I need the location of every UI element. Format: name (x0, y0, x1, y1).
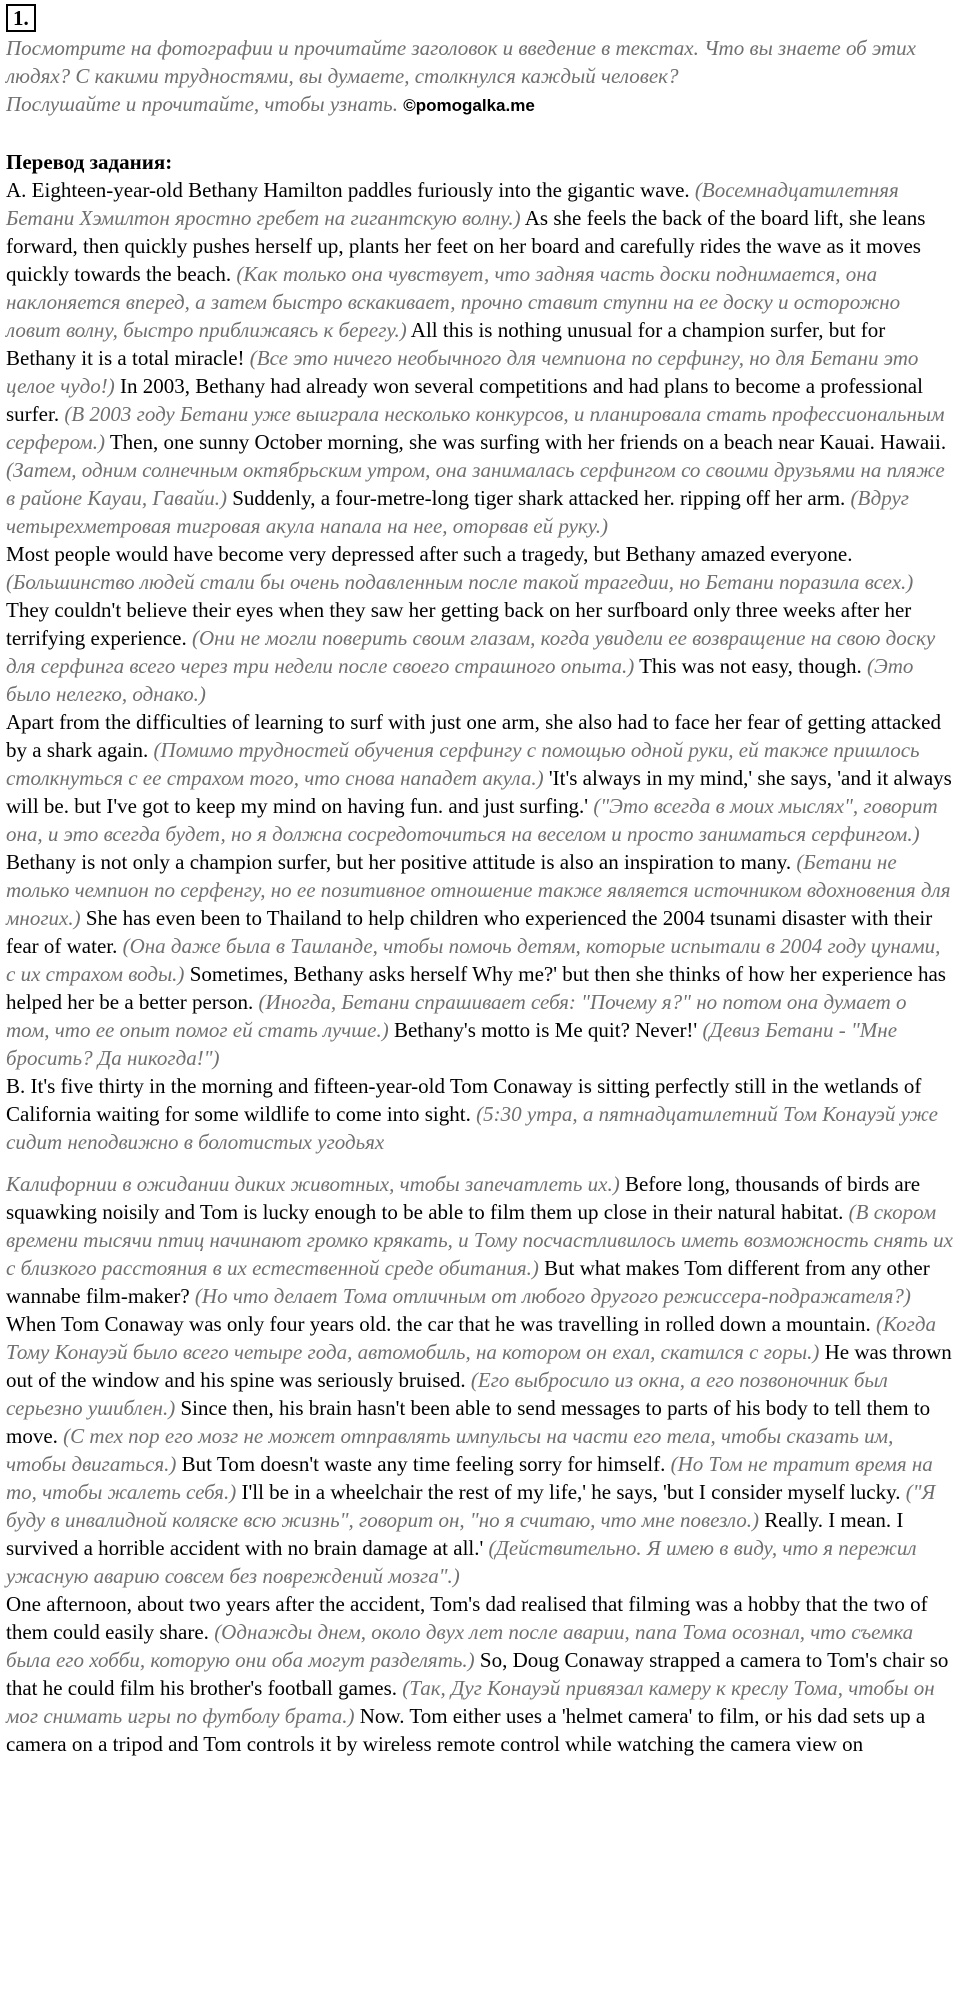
english-sentence: As she feels the back of the board lift, she leans forward, then quickly pushes herself up, plants her feet on her board and carefully rides the wave as it moves quickly towards the beach. (6, 206, 926, 286)
russian-translation: (Восемнадцатилетняя Бетани Хэмилтон яростно гребет на гигантскую волну.) (6, 178, 899, 230)
russian-translation: (Помимо трудностей обучения серфингу с помощью одной руки, ей также пришлось столкнуться с ее страхом того, что снова нападет акула.) (6, 738, 920, 790)
task-instruction (6, 34, 954, 90)
instruction-listen-text: Послушайте и прочитайте, чтобы узнать. (6, 92, 398, 116)
russian-translation: (В скором времени тысячи птиц начинают громко крякать, и Тому посчастливилось иметь возможность снять их с близкого расстояния в их естественной среде обитания.) (6, 1200, 953, 1280)
russian-translation: (Бетани не только чемпион по серфенгу, но ее позитивное отношение также является источником вдохновения для многих.) (6, 850, 951, 930)
russian-translation: ("Я буду в инвалидной коляске всю жизнь", говорит он, "но я считаю, что мне повезло.) (6, 1480, 936, 1532)
english-sentence: But Tom doesn't waste any time feeling sorry for himself. (181, 1452, 666, 1476)
paragraph-a (6, 176, 954, 540)
english-sentence: Before long, thousands of birds are squawking noisily and Tom is lucky enough to be able to film them up close in their natural habitat. (6, 1172, 921, 1224)
english-sentence: Since then, his brain hasn't been able to send messages to parts of his body to tell them to move. (6, 1396, 931, 1448)
russian-translation: (Вдруг четырехметровая тигровая акула напала на нее, оторвав ей руку.) (6, 486, 909, 538)
english-sentence: They couldn't believe their eyes when they saw her getting back on her surfboard only three weeks after her terrifying experience. (6, 598, 912, 650)
english-sentence: One afternoon, about two years after the accident, Tom's dad realised that filming was a hobby that the two of them could easily share. (6, 1592, 928, 1644)
russian-translation: (В 2003 году Бетани уже выиграла несколько конкурсов, и планировала стать профессиональным серфером.) (6, 402, 945, 454)
task-number: 1. (6, 4, 36, 32)
russian-translation: (Действительно. Я имею в виду, что я пережил ужасную аварию совсем без повреждений мозга".) (6, 1536, 917, 1588)
paragraph-b-cont (6, 1170, 954, 1590)
english-sentence: Bethany's motto is Me quit? Never!' (393, 1018, 698, 1042)
translation-heading: Перевод задания: (6, 150, 173, 174)
paragraph-b-2 (6, 1590, 954, 1758)
russian-translation: (Но Том не тратит время на то, чтобы жалеть себя.) (6, 1452, 933, 1504)
russian-translation: (Они не могли поверить своим глазам, когда увидели ее возвращение на свою доску для серфинга всего через три недели после своего страшного опыта.) (6, 626, 936, 678)
russian-translation: ("Это всегда в моих мыслях", говорит она, и это всегда будет, но я должна сосредоточиться на веселом и просто заниматься серфингом.) (6, 794, 938, 846)
english-sentence: Suddenly, a four-metre-long tiger shark attacked her. ripping off her arm. (232, 486, 846, 510)
russian-translation: Калифорнии в ожидании диких животных, чтобы запечатлеть их.) (6, 1172, 620, 1196)
russian-translation: (Иногда, Бетани спрашивает себя: "Почему я?" но потом она думает о том, что ее опыт помог ей стать лучше.) (6, 990, 907, 1042)
russian-translation: (Его выбросило из окна, а его позвоночник был серьезно ушиблен.) (6, 1368, 888, 1420)
english-sentence: Bethany is not only a champion surfer, but her positive attitude is also an inspiration to many. (6, 850, 792, 874)
russian-translation: (Когда Тому Конауэй было всего четыре года, автомобиль, на котором он ехал, скатился с горы.) (6, 1312, 936, 1364)
russian-translation: (С тех пор его мозг не может отправлять импульсы на части его тела, чтобы сказать им, чтобы двигаться.) (6, 1424, 894, 1476)
task-instruction-listen (6, 90, 954, 120)
russian-translation: (Девиз Бетани - "Мне бросить? Да никогда!") (6, 1018, 898, 1070)
english-sentence: Really. I mean. I survived a horrible accident with no brain damage at all.' (6, 1508, 904, 1560)
russian-translation: (5:30 утра, а пятнадцатилетний Том Конауэй уже сидит неподвижно в болотистых угодьях (6, 1102, 939, 1154)
english-sentence: When Tom Conaway was only four years old. the car that he was travelling in rolled down a mountain. (6, 1312, 871, 1336)
english-sentence: But what makes Tom different from any other wannabe film-maker? (6, 1256, 930, 1308)
russian-translation: (Большинство людей стали бы очень подавленным после такой трагедии, но Бетани поразила всех.) (6, 570, 914, 594)
english-sentence: He was thrown out of the window and his spine was seriously bruised. (6, 1340, 952, 1392)
paragraph-a-3 (6, 708, 954, 1072)
english-sentence: This was not easy, though. (639, 654, 862, 678)
english-sentence: Apart from the difficulties of learning to surf with just one arm, she also had to face her fear of getting attacked by a shark again. (6, 710, 941, 762)
english-sentence: Now. Tom either uses a 'helmet camera' to film, or his dad sets up a camera on a tripod and Tom controls it by wireless remote control while watching the camera view on (6, 1704, 926, 1756)
english-sentence: Most people would have become very depressed after such a tragedy, but Bethany amazed everyone. (6, 542, 853, 566)
paragraph-a-2 (6, 540, 954, 708)
english-sentence: In 2003, Bethany had already won several competitions and had plans to become a professional surfer. (6, 374, 923, 426)
english-sentence: Sometimes, Bethany asks herself Why me?' but then she thinks of how her experience has helped her be a better person. (6, 962, 946, 1014)
paragraph-b (6, 1072, 954, 1156)
instruction-text: Посмотрите на фотографии и прочитайте заголовок и введение в текстах. Что вы знаете об этих людях? С какими трудностями, вы думаете, столкнулся каждый человек? (6, 36, 916, 88)
russian-translation: (Она даже была в Таиланде, чтобы помочь детям, которые испытали в 2004 году цунами, с их страхом воды.) (6, 934, 941, 986)
english-sentence: All this is nothing unusual for a champion surfer, but for Bethany it is a total miracle! (6, 318, 886, 370)
russian-translation: (Все это ничего необычного для чемпиона по серфингу, но для Бетани это целое чудо!) (6, 346, 919, 398)
english-sentence: B. It's five thirty in the morning and fifteen-year-old Tom Conaway is sitting perfectly still in the wetlands of California waiting for some wildlife to come into sight. (6, 1074, 922, 1126)
english-sentence: I'll be in a wheelchair the rest of my life,' he says, 'but I consider myself lucky. (241, 1480, 901, 1504)
english-sentence: So, Doug Conaway strapped a camera to Tom's chair so that he could film his brother's football games. (6, 1648, 949, 1700)
english-sentence: A. Eighteen-year-old Bethany Hamilton paddles furiously into the gigantic wave. (6, 178, 690, 202)
english-sentence: 'It's always in my mind,' she says, 'and it always will be. but I've got to keep my mind on having fun. and just surfing.' (6, 766, 952, 818)
english-sentence: She has even been to Thailand to help children who experienced the 2004 tsunami disaster with their fear of water. (6, 906, 933, 958)
english-sentence: Then, one sunny October morning, she was surfing with her friends on a beach near Kauai. Hawaii. (109, 430, 947, 454)
russian-translation: (Это было нелегко, однако.) (6, 654, 914, 706)
watermark: ©pomogalka.me (403, 96, 535, 115)
russian-translation: (Как только она чувствует, что задняя часть доски поднимается, она наклоняется вперед, а затем быстро вскакивает, прочно ставит ступни на ее доску и осторожно ловит волну, быстро приближаясь к берегу.) (6, 262, 901, 342)
russian-translation: (Так, Дуг Конауэй привязал камеру к креслу Тома, чтобы он мог снимать игры по футболу брата.) (6, 1676, 935, 1728)
russian-translation: (Однажды днем, около двух лет после аварии, папа Тома осознал, что съемка была его хобби, которую они оба могут разделять.) (6, 1620, 914, 1672)
spacer (6, 1156, 954, 1170)
russian-translation: (Затем, одним солнечным октябрьским утром, она занималась серфингом со своими друзьями на пляже в районе Кауаи, Гавайи.) (6, 458, 945, 510)
russian-translation: (Но что делает Тома отличным от любого другого режиссера-подражателя?) (194, 1284, 911, 1308)
